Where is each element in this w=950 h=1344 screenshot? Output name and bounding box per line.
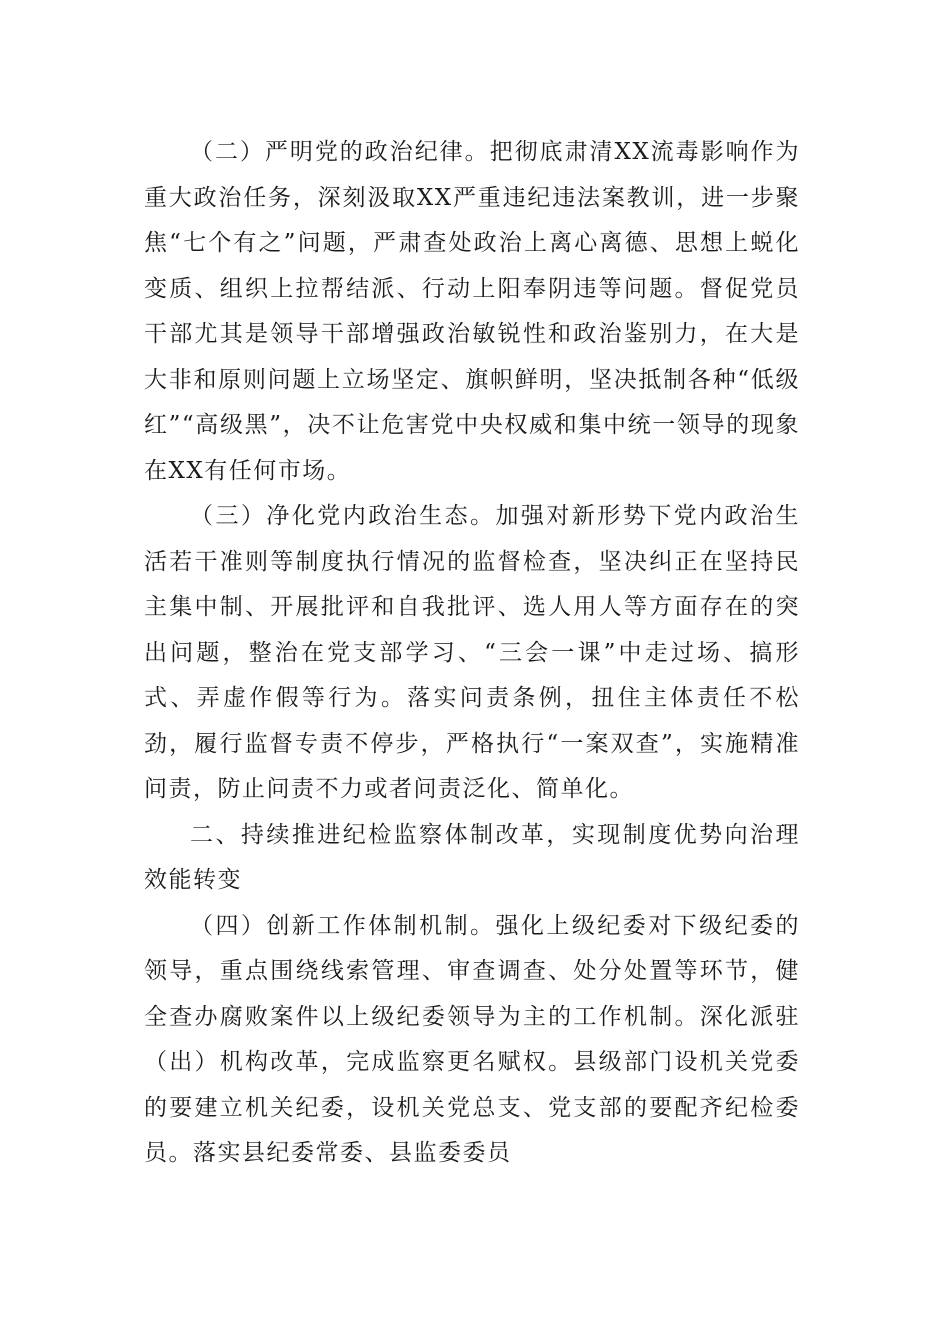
paragraph-political-discipline: （二）严明党的政治纪律。把彻底肃清XX流毒影响作为重大政治任务，深刻汲取XX严重违纪违法案教训，进一步聚焦“七个有之”问题，严肃查处政治上离心离德、思想上蜕化变质、组织上拉帮结派、行动上阳奉阴违等问题。督促党员干部尤其是领导干部增强政治敏锐性和政治鉴别力，在大是大非和原则问题上立场坚定、旗帜鲜明，坚决抵制各种“低级红”“高级黑”，决不让危害党中央权威和集中统一领导的现象在XX有任何市场。 <box>144 139 800 484</box>
paragraph-political-ecology: （三）净化党内政治生态。加强对新形势下党内政治生活若干准则等制度执行情况的监督检查，坚决纠正在坚持民主集中制、开展批评和自我批评、选人用人等方面存在的突出问题，整治在党支部学习、“三会一课”中走过场、搞形式、弄虚作假等行为。落实问责条例，扭住主体责任不松劲，履行监督专责不停步，严格执行“一案双查”，实施精准问责，防止问责不力或者问责泛化、简单化。 <box>144 503 800 802</box>
document-body <box>144 130 800 1177</box>
paragraph-work-mechanism: （四）创新工作体制机制。强化上级纪委对下级纪委的领导，重点围绕线索管理、审查调查、处分处置等环节，健全查办腐败案件以上级纪委领导为主的工作机制。深化派驻（出）机构改革，完成监察更名赋权。县级部门设机关党委的要建立机关纪委，设机关党总支、党支部的要配齐纪检委员。落实县纪委常委、县监委委员 <box>144 912 800 1166</box>
section-heading-reform: 二、持续推进纪检监察体制改革，实现制度优势向治理效能转变 <box>144 821 800 893</box>
